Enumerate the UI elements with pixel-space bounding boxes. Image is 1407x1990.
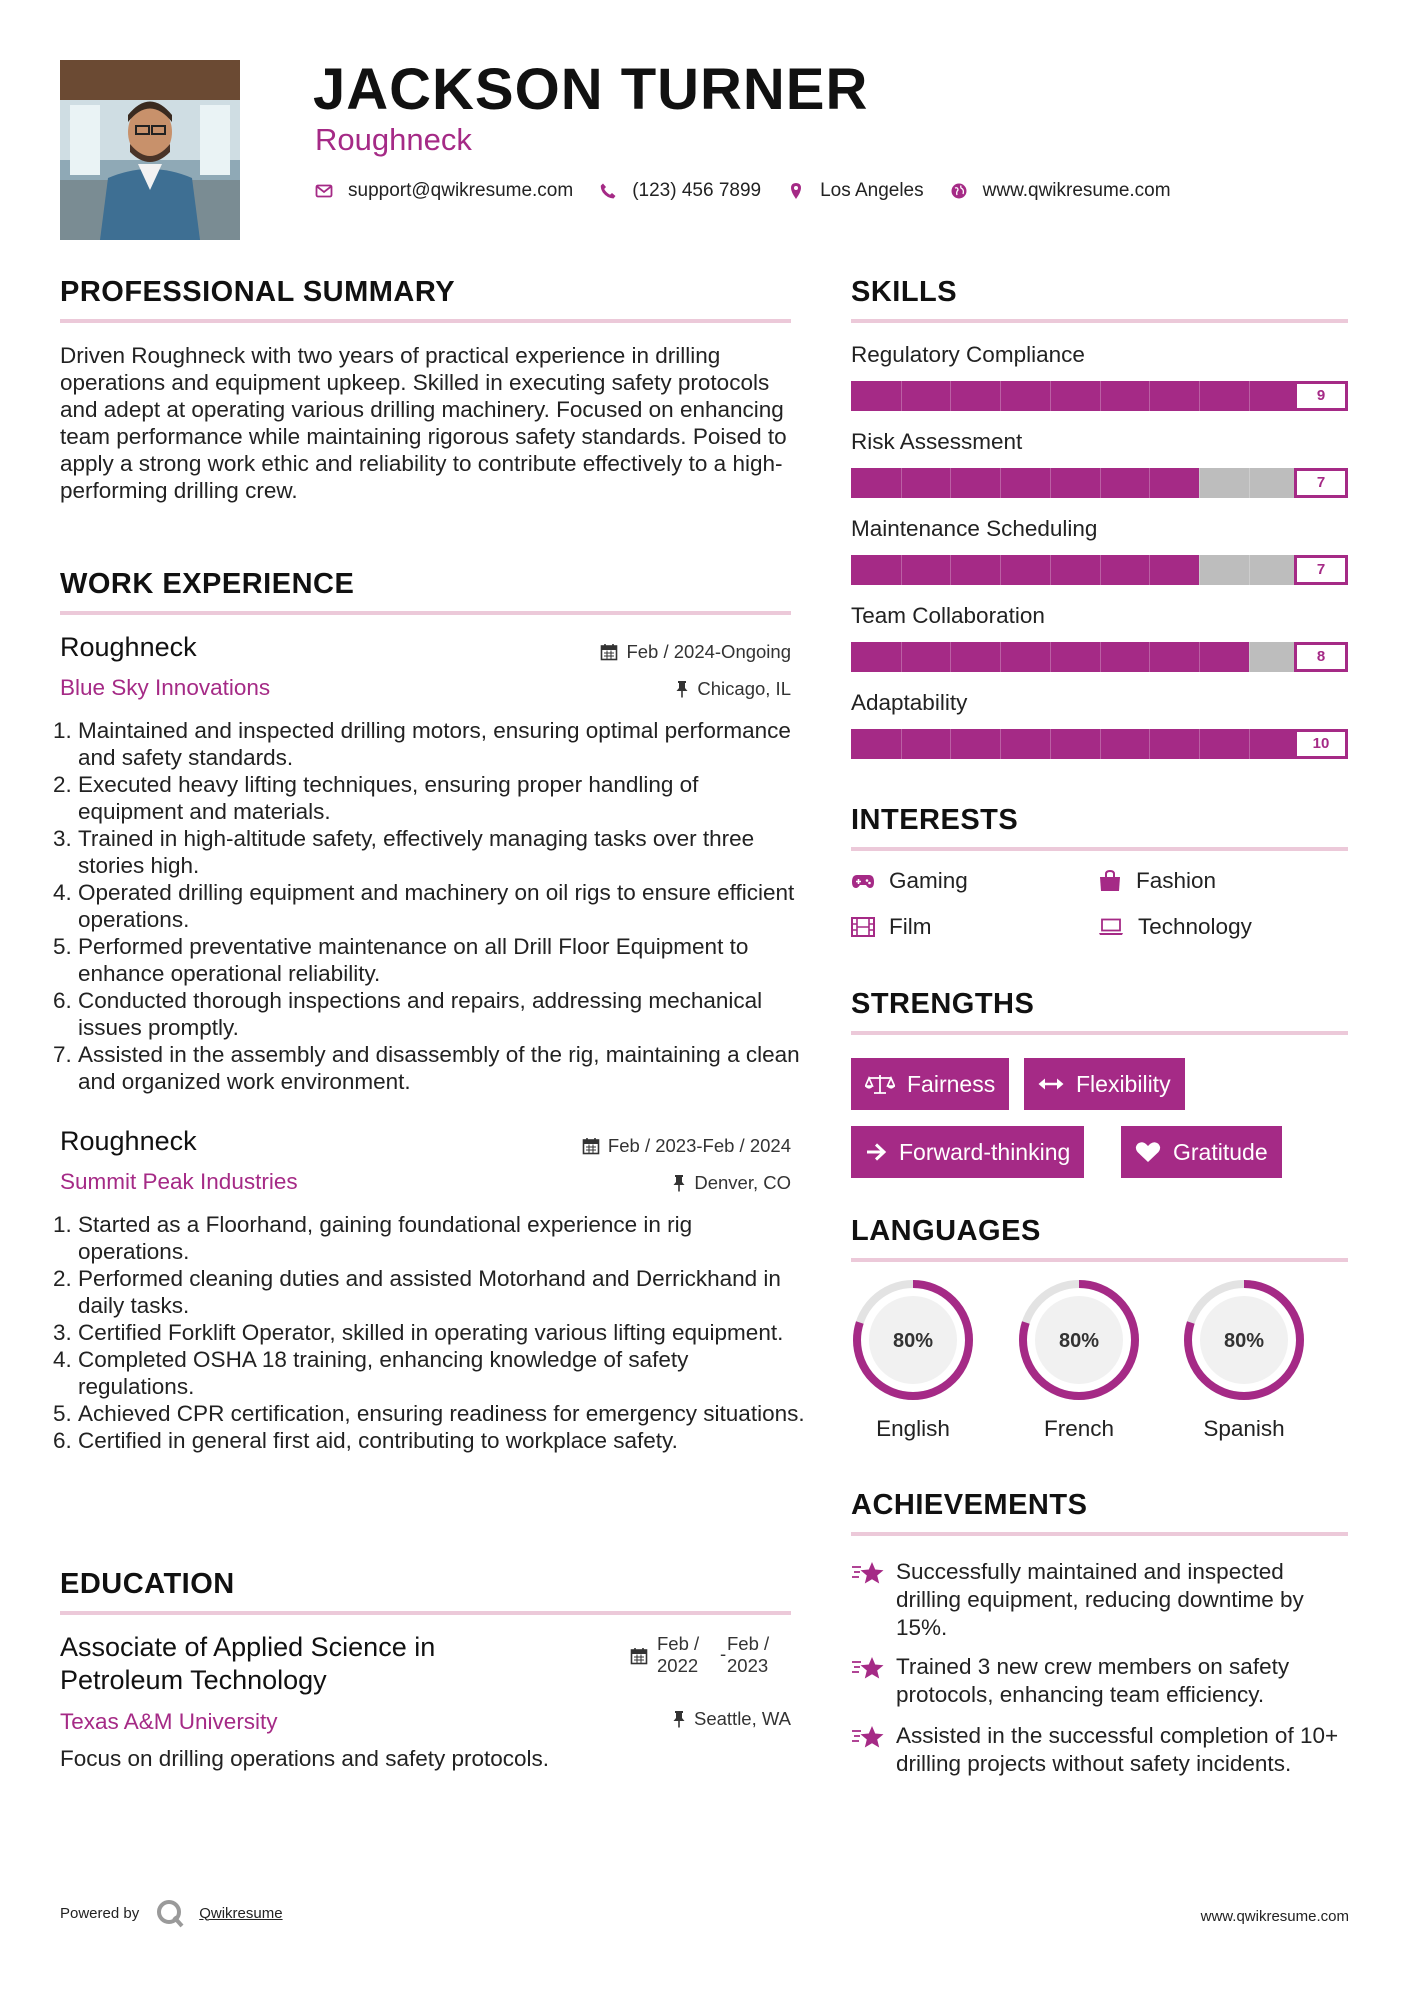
job-1-location-text: Chicago, IL [697, 678, 791, 699]
education-school: Texas A&M University [60, 1709, 278, 1734]
skill-bar-divider [1149, 642, 1150, 672]
job-2-title: Roughneck [60, 1126, 197, 1156]
interests-rule [851, 847, 1348, 851]
skill-bar-divider [1000, 729, 1001, 759]
job-2-company: Summit Peak Industries [60, 1169, 298, 1194]
job-2-location-text: Denver, CO [694, 1172, 791, 1193]
job-1-company: Blue Sky Innovations [60, 675, 271, 700]
skill-bar-divider [1149, 468, 1150, 498]
language-name: English [876, 1416, 950, 1441]
education-rule [60, 1611, 791, 1615]
shopping-bag-icon [1098, 870, 1122, 892]
job-2-date [490, 1135, 791, 1157]
skill-bar-divider [1000, 468, 1001, 498]
strength-label: Gratitude [1173, 1138, 1268, 1165]
list-item: 3. Trained in high-altitude safety, effectively managing tasks over three stories high. [78, 825, 809, 879]
list-item: 1. Maintained and inspected drilling motors, ensuring optimal performance and safety standards. [78, 717, 809, 771]
strength-label: Forward-thinking [899, 1138, 1071, 1165]
skills-rule [851, 319, 1348, 323]
skill-level-badge: 9 [1294, 381, 1348, 411]
skill-bar-divider [1199, 729, 1200, 759]
strength-label: Fairness [907, 1070, 996, 1097]
footer-powered [60, 1898, 283, 1928]
education-note: Focus on drilling operations and safety protocols. [60, 1746, 550, 1771]
profile-photo [60, 60, 240, 240]
language-name: Spanish [1203, 1416, 1285, 1441]
skill-bar-divider [1249, 555, 1250, 585]
list-item: 2. Executed heavy lifting techniques, ensuring proper handling of equipment and materials. [78, 771, 809, 825]
skill-bar-divider [1249, 468, 1250, 498]
skill-bar-fill [851, 468, 1199, 498]
skill-bar-divider [1000, 555, 1001, 585]
skill-bar-divider [1050, 381, 1051, 411]
skill-bar-fill [851, 555, 1199, 585]
skill-bar-divider [1249, 729, 1250, 759]
interest-film [851, 914, 931, 940]
strengths-title: STRENGTHS [851, 988, 1035, 1020]
achievements-rule [851, 1532, 1348, 1536]
skill-name: Risk Assessment [851, 429, 1023, 454]
skill-bar [851, 729, 1348, 759]
job-1-title: Roughneck [60, 632, 197, 662]
achievement-text: Successfully maintained and inspected drilling equipment, reducing downtime by 15%. [896, 1559, 1304, 1640]
achievement-text: Assisted in the successful completion of 10+ drilling projects without safety incidents. [896, 1723, 1339, 1776]
skill-bar-divider [901, 729, 902, 759]
contact-phone[interactable]: (123) 456 7899 [632, 180, 762, 201]
phone-icon [599, 182, 617, 200]
strengths-rule [851, 1031, 1348, 1035]
skill-name: Maintenance Scheduling [851, 516, 1098, 541]
list-item: 6. Conducted thorough inspections and repairs, addressing mechanical issues promptly. [78, 987, 809, 1041]
language-ring [1182, 1278, 1306, 1402]
language-ring [851, 1278, 975, 1402]
skill-level-badge: 8 [1294, 642, 1348, 672]
calendar-icon [630, 1647, 648, 1665]
strength-gratitude [1121, 1126, 1282, 1178]
job-2-location [490, 1172, 791, 1194]
interests-title: INTERESTS [851, 804, 1019, 836]
footer-website[interactable]: www.qwikresume.com [1200, 1908, 1349, 1925]
skill-bar-divider [1100, 381, 1101, 411]
skill-bar-divider [1149, 729, 1150, 759]
skill-bar-divider [901, 555, 902, 585]
skill-bar-divider [1050, 555, 1051, 585]
interest-gaming [851, 868, 968, 894]
experience-title: WORK EXPERIENCE [60, 568, 355, 600]
list-item: 4. Operated drilling equipment and machinery on oil rigs to ensure efficient operations. [78, 879, 809, 933]
education-end-year: 2023 [727, 1655, 769, 1676]
skill-bar-divider [950, 468, 951, 498]
skill-bar-divider [1249, 381, 1250, 411]
calendar-icon [600, 643, 618, 661]
language-percent: 80% [1058, 1330, 1100, 1352]
skill-bar-divider [1149, 381, 1150, 411]
job-2-date-text: Feb / 2023-Feb / 2024 [607, 1135, 791, 1156]
contact-email[interactable]: support@qwikresume.com [348, 180, 574, 201]
strength-fairness [851, 1058, 1009, 1110]
skill-bar-divider [1199, 555, 1200, 585]
skills-title: SKILLS [851, 276, 958, 308]
pushpin-icon [672, 1174, 686, 1192]
arrows-horizontal-icon [1038, 1077, 1064, 1091]
skill-name: Regulatory Compliance [851, 342, 1085, 367]
interest-fashion [1098, 868, 1216, 894]
star-icon [851, 1656, 885, 1682]
skill-bar-divider [1249, 642, 1250, 672]
contact-website[interactable]: www.qwikresume.com [982, 180, 1171, 201]
globe-icon [950, 182, 968, 200]
language-ring [1017, 1278, 1141, 1402]
skill-level-badge: 7 [1294, 468, 1348, 498]
skill-name: Adaptability [851, 690, 968, 715]
skill-bar-divider [1100, 468, 1101, 498]
footer-brand-link[interactable]: Qwikresume [199, 1904, 283, 1922]
list-item: 1. Started as a Floorhand, gaining foundational experience in rig operations. [78, 1211, 809, 1265]
candidate-name: JACKSON TURNER [313, 57, 869, 122]
skill-bar-divider [1000, 642, 1001, 672]
job-2-bullets [60, 1211, 809, 1454]
job-1-bullets [60, 717, 809, 1095]
gamepad-icon [851, 872, 875, 890]
job-1-location [490, 678, 791, 700]
strength-label: Flexibility [1076, 1070, 1171, 1097]
arrow-right-icon [865, 1142, 887, 1162]
skill-bar-divider [1149, 555, 1150, 585]
contact-location: Los Angeles [820, 180, 924, 201]
skill-bar-divider [1100, 729, 1101, 759]
qwikresume-logo-icon [155, 1898, 185, 1928]
interest-label: Film [889, 914, 932, 939]
skill-bar-divider [901, 381, 902, 411]
skill-bar-divider [1050, 729, 1051, 759]
skill-level-badge: 10 [1294, 729, 1348, 759]
education-start-year: 2022 [657, 1655, 699, 1676]
footer-powered-text: Powered by [60, 1904, 140, 1922]
job-1-date [490, 641, 791, 663]
language-percent: 80% [1223, 1330, 1265, 1352]
summary-text: Driven Roughneck with two years of practical experience in drilling operations and equipment upkeep. Skilled in executing safety protocols and adept at operating various drilling machinery. Focused on enhancing team performance while maintaining rigorous safety standards. Poised to apply a strong work ethic and reliability to contribute effectively to a high-performing drilling crew. [60, 343, 787, 503]
balance-scale-icon [865, 1073, 895, 1095]
education-location [490, 1708, 791, 1730]
skill-bar [851, 468, 1348, 498]
interest-technology [1098, 914, 1252, 940]
languages-rule [851, 1258, 1348, 1262]
interest-label: Gaming [889, 868, 968, 893]
interest-label: Technology [1138, 914, 1252, 939]
skill-bar-divider [1050, 642, 1051, 672]
skill-bar [851, 642, 1348, 672]
skill-bar-divider [1000, 381, 1001, 411]
star-icon [851, 1725, 885, 1751]
skill-level-badge: 7 [1294, 555, 1348, 585]
achievement-text: Trained 3 new crew members on safety protocols, enhancing team efficiency. [896, 1654, 1290, 1707]
language-name: French [1043, 1416, 1115, 1441]
language-percent: 80% [892, 1330, 934, 1352]
contact-bar [315, 180, 1197, 202]
strength-flexibility [1024, 1058, 1185, 1110]
skill-bar-divider [1199, 381, 1200, 411]
education-title: EDUCATION [60, 1568, 235, 1600]
candidate-role: Roughneck [315, 122, 472, 157]
skill-bar-divider [950, 555, 951, 585]
skill-bar-divider [1100, 642, 1101, 672]
skill-bar-divider [901, 468, 902, 498]
heart-icon [1135, 1141, 1161, 1163]
skill-bar [851, 555, 1348, 585]
calendar-icon [582, 1137, 600, 1155]
star-icon [851, 1561, 885, 1587]
skill-bar-divider [1199, 642, 1200, 672]
education-date-dash: - [720, 1643, 727, 1664]
skill-bar-fill [851, 381, 1298, 411]
skill-bar-divider [950, 729, 951, 759]
education-location-text: Seattle, WA [694, 1708, 791, 1729]
education-end-month: Feb / [727, 1633, 770, 1654]
skill-bar-divider [901, 642, 902, 672]
education-start-month: Feb / [657, 1633, 700, 1654]
skill-bar [851, 381, 1348, 411]
laptop-icon [1098, 918, 1124, 936]
skill-bar-divider [1199, 468, 1200, 498]
list-item: 4. Completed OSHA 18 training, enhancing knowledge of safety regulations. [78, 1346, 809, 1400]
envelope-icon [315, 182, 333, 200]
list-item: 7. Assisted in the assembly and disassembly of the rig, maintaining a clean and organized work environment. [78, 1041, 809, 1095]
skill-bar-divider [1050, 468, 1051, 498]
strength-forward-thinking [851, 1126, 1084, 1178]
pushpin-icon [675, 680, 689, 698]
list-item: 5. Achieved CPR certification, ensuring readiness for emergency situations. [78, 1400, 809, 1427]
languages-title: LANGUAGES [851, 1215, 1041, 1247]
skill-name: Team Collaboration [851, 603, 1045, 628]
film-icon [851, 917, 875, 937]
experience-rule [60, 611, 791, 615]
skill-bar-divider [950, 381, 951, 411]
list-item: 5. Performed preventative maintenance on all Drill Floor Equipment to enhance operational reliability. [78, 933, 809, 987]
skill-bar-divider [950, 642, 951, 672]
interest-label: Fashion [1136, 868, 1217, 893]
education-degree: Associate of Applied Science in Petroleum Technology [60, 1632, 436, 1695]
education-date [630, 1633, 791, 1679]
summary-title: PROFESSIONAL SUMMARY [60, 276, 456, 308]
list-item: 2. Performed cleaning duties and assisted Motorhand and Derrickhand in daily tasks. [78, 1265, 809, 1319]
job-1-date-text: Feb / 2024-Ongoing [626, 641, 791, 662]
list-item: 3. Certified Forklift Operator, skilled in operating various lifting equipment. [78, 1319, 809, 1346]
achievements-title: ACHIEVEMENTS [851, 1489, 1088, 1521]
summary-rule [60, 319, 791, 323]
pushpin-icon [672, 1710, 686, 1728]
list-item: 6. Certified in general first aid, contributing to workplace safety. [78, 1427, 809, 1454]
map-pin-icon [787, 182, 805, 200]
skill-bar-divider [1100, 555, 1101, 585]
